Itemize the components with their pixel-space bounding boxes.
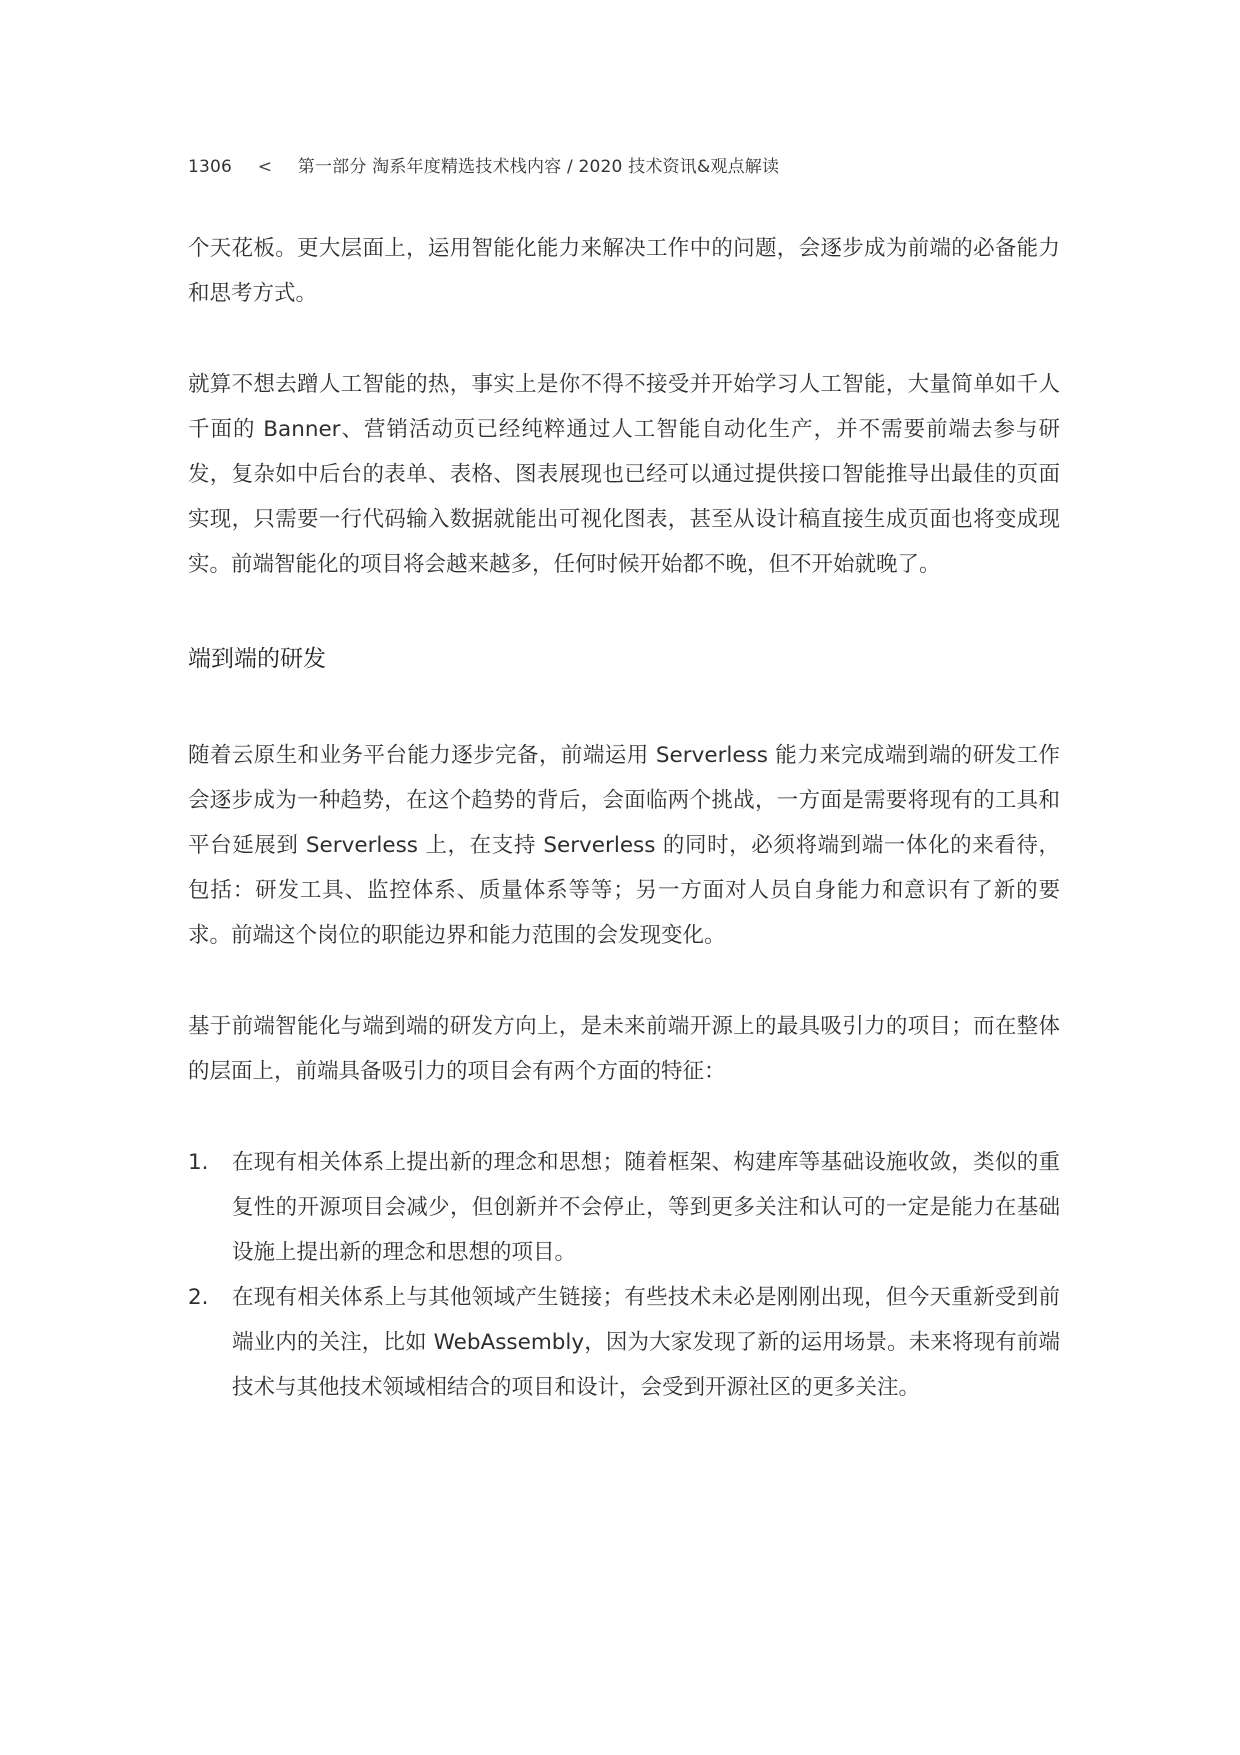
running-header xyxy=(188,152,779,177)
page-content xyxy=(188,226,1060,1410)
header-title: 第一部分 淘系年度精选技术栈内容 / 2020 技术资讯&观点解读 xyxy=(297,157,780,177)
list-item-number: 1. xyxy=(188,1150,209,1175)
feature-list xyxy=(188,1140,1060,1410)
list-item-text: 在现有相关体系上与其他领域产生链接；有些技术未必是刚刚出现，但今天重新受到前端业内的关注，比如 WebAssembly，因为大家发现了新的运用场景。未来将现有前端技术与其他技术领域相结合的项目和设计，会受到开源社区的更多关注。 xyxy=(232,1285,1060,1400)
list-item-text: 在现有相关体系上提出新的理念和思想；随着框架、构建库等基础设施收敛，类似的重复性的开源项目会减少，但创新并不会停止，等到更多关注和认可的一定是能力在基础设施上提出新的理念和思想的项目。 xyxy=(232,1150,1060,1265)
paragraph-2: 就算不想去蹭人工智能的热，事实上是你不得不接受并开始学习人工智能，大量简单如千人千面的 Banner、营销活动页已经纯粹通过人工智能自动化生产，并不需要前端去参与研发，复杂如中后台的表单、表格、图表展现也已经可以通过提供接口智能推导出最佳的页面实现，只需要一行代码输入数据就能出可视化图表，甚至从设计稿直接生成页面也将变成现实。前端智能化的项目将会越来越多，任何时候开始都不晚，但不开始就晚了。 xyxy=(188,372,1060,577)
page-number: 1306 xyxy=(188,157,233,177)
list-item xyxy=(188,1275,1060,1410)
list-item-number: 2. xyxy=(188,1285,209,1310)
section-heading: 端到端的研发 xyxy=(188,646,326,672)
list-item xyxy=(188,1140,1060,1275)
header-separator: < xyxy=(257,157,273,177)
paragraph-1: 个天花板。更大层面上，运用智能化能力来解决工作中的问题，会逐步成为前端的必备能力和思考方式。 xyxy=(188,236,1060,306)
paragraph-4: 基于前端智能化与端到端的研发方向上，是未来前端开源上的最具吸引力的项目；而在整体的层面上，前端具备吸引力的项目会有两个方面的特征： xyxy=(188,1014,1060,1084)
paragraph-3: 随着云原生和业务平台能力逐步完备，前端运用 Serverless 能力来完成端到端的研发工作会逐步成为一种趋势，在这个趋势的背后，会面临两个挑战，一方面是需要将现有的工具和平台延展到 Serverless 上，在支持 Serverless 的同时，必须将端到端一体化的来看待，包括：研发工具、监控体系、质量体系等等；另一方面对人员自身能力和意识有了新的要求。前端这个岗位的职能边界和能力范围的会发现变化。 xyxy=(188,743,1060,948)
